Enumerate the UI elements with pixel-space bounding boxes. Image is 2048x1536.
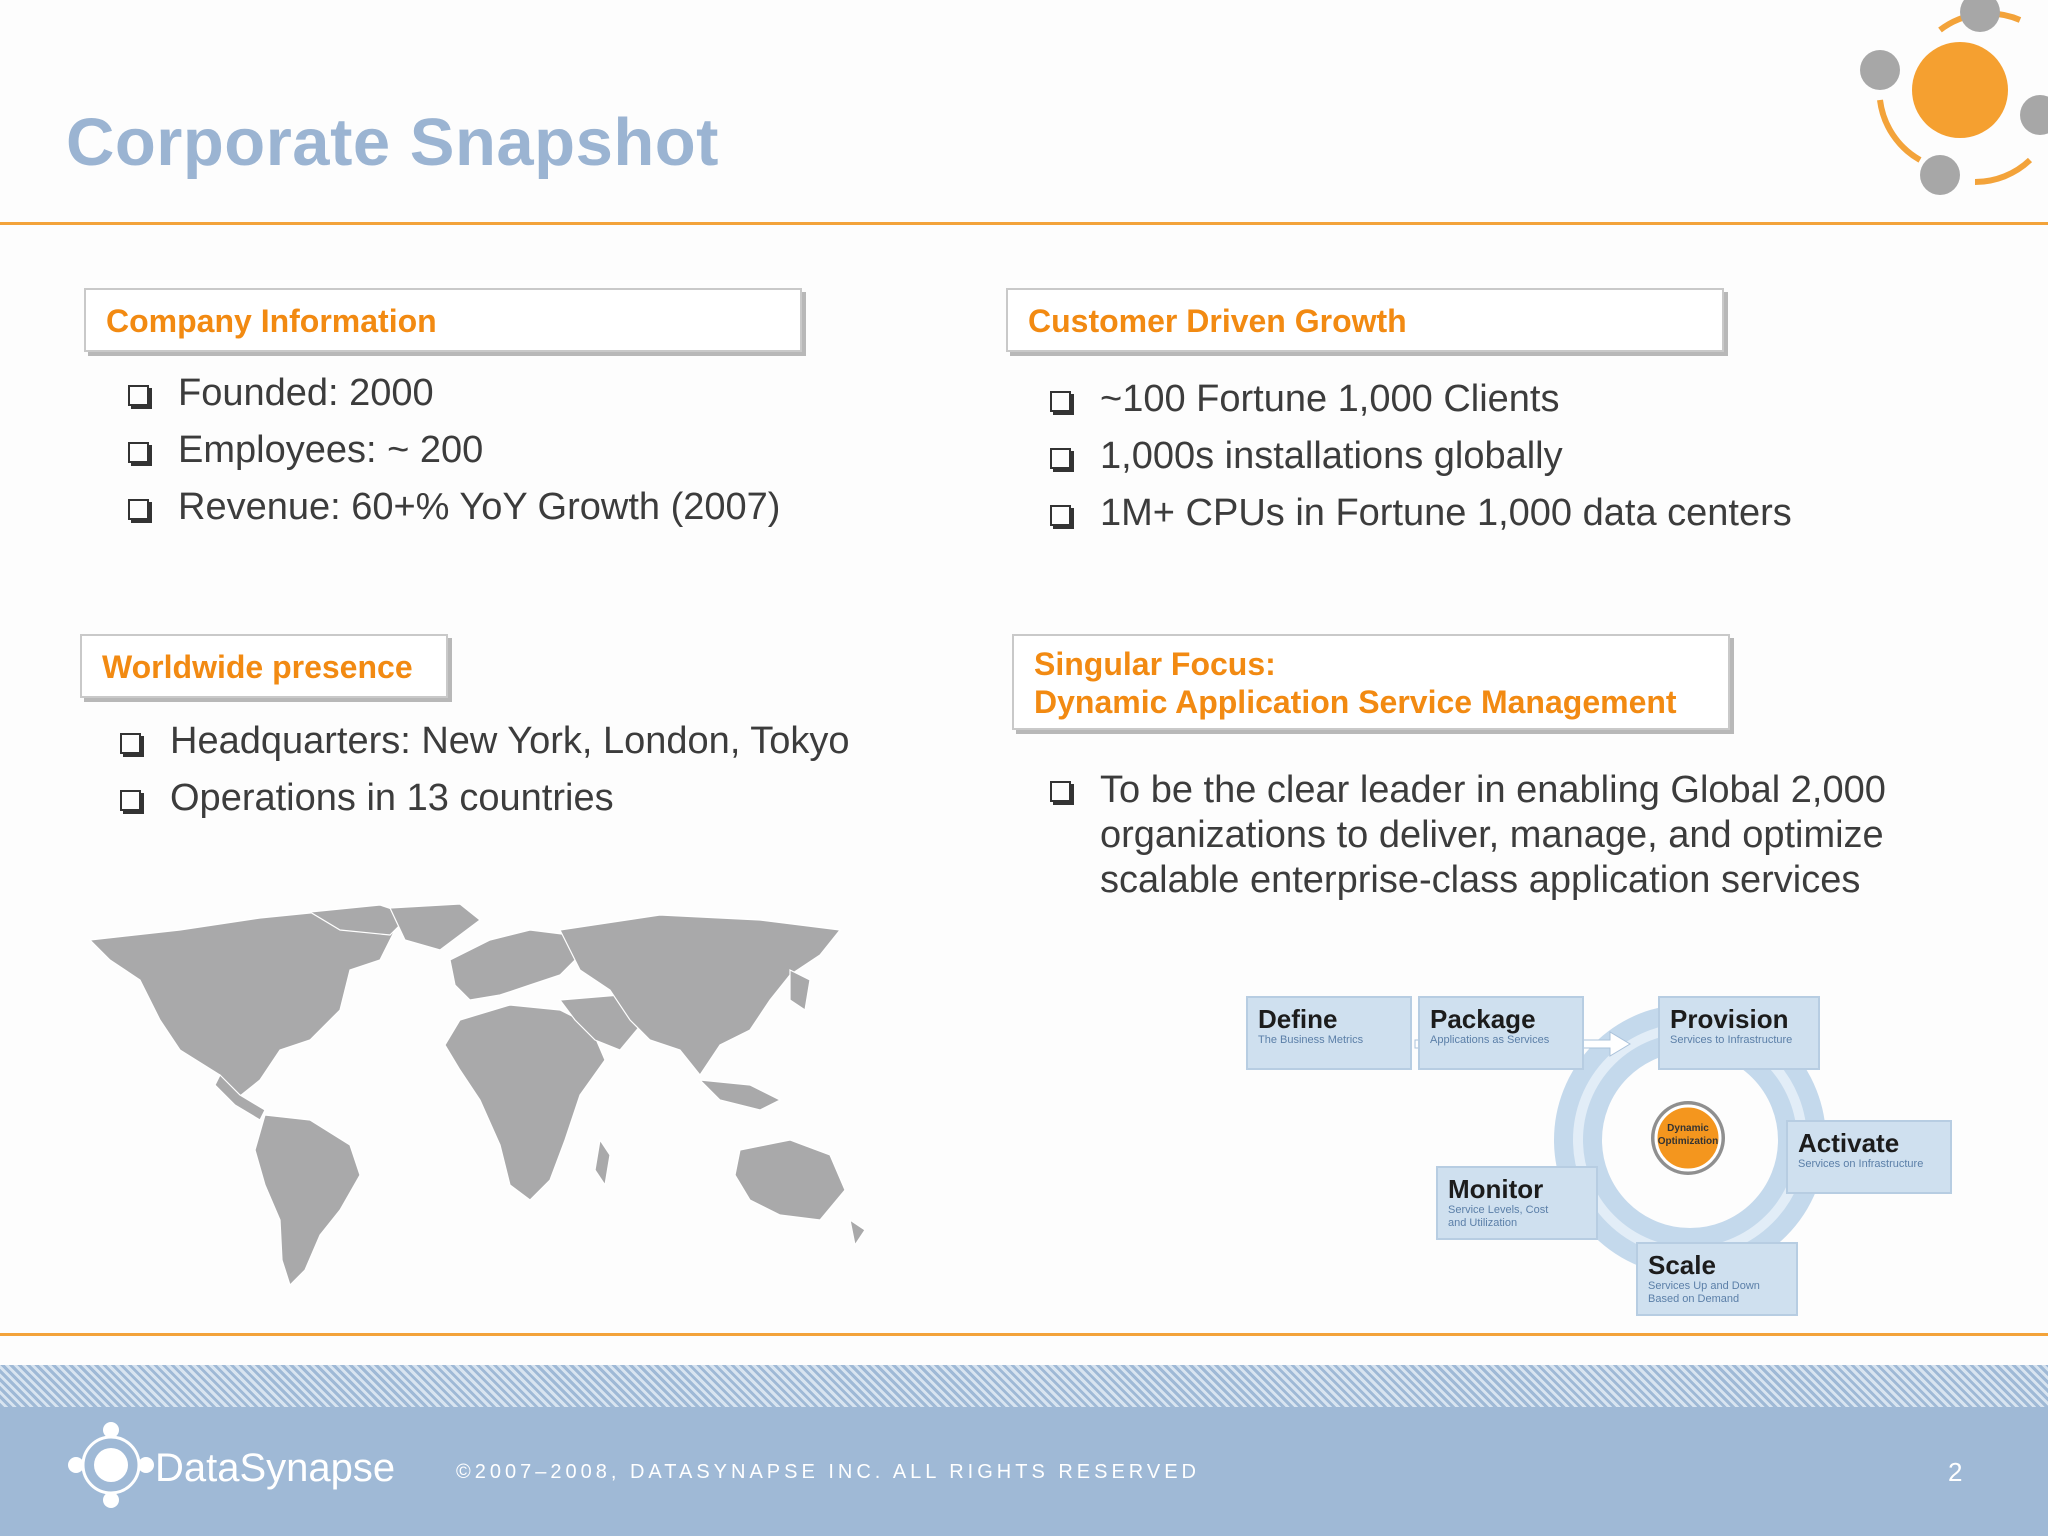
- list-item: Headquarters: New York, London, Tokyo: [120, 713, 850, 770]
- customer-growth-heading: Customer Driven Growth: [1006, 288, 1724, 352]
- world-map: [60, 900, 940, 1290]
- company-information-list: [128, 365, 780, 536]
- step-scale: Scale Services Up and Down Based on Demand: [1636, 1242, 1798, 1316]
- page-title: Corporate Snapshot: [66, 105, 719, 180]
- singular-focus-text: To be the clear leader in enabling Global 2,000 organizations to deliver, manage, and optimize scalable enterprise-class application services: [1050, 768, 1930, 903]
- list-item: Revenue: 60+% YoY Growth (2007): [128, 479, 780, 536]
- list-item: 1M+ CPUs in Fortune 1,000 data centers: [1050, 485, 1792, 542]
- center-label-line1: Dynamic: [1667, 1123, 1709, 1134]
- checkbox-bullet-icon: [1050, 391, 1071, 412]
- step-monitor: Monitor Service Levels, Cost and Utilization: [1436, 1166, 1598, 1240]
- step-define: Define The Business Metrics: [1246, 996, 1412, 1070]
- list-item: Employees: ~ 200: [128, 422, 780, 479]
- center-label-line2: Optimization: [1657, 1136, 1719, 1147]
- list-item: Founded: 2000: [128, 365, 780, 422]
- checkbox-bullet-icon: [1050, 505, 1071, 526]
- company-information-heading: Company Information: [84, 288, 802, 352]
- step-package: Package Applications as Services: [1418, 996, 1584, 1070]
- datasynapse-logo-icon: [66, 1420, 156, 1510]
- checkbox-bullet-icon: [1050, 781, 1071, 802]
- checkbox-bullet-icon: [120, 790, 141, 811]
- corner-logo-graphic: [1850, 0, 2048, 205]
- customer-growth-list: [1050, 371, 1792, 542]
- step-activate: Activate Services on Infrastructure: [1786, 1120, 1952, 1194]
- header-divider: [0, 222, 2048, 225]
- footer-logo-text: DataSynapse: [155, 1446, 396, 1490]
- checkbox-bullet-icon: [128, 442, 149, 463]
- list-item: Operations in 13 countries: [120, 770, 850, 827]
- worldwide-presence-heading: Worldwide presence: [80, 634, 448, 698]
- singular-focus-heading-line2: Dynamic Application Service Management: [1034, 684, 1677, 720]
- checkbox-bullet-icon: [128, 385, 149, 406]
- singular-focus-heading: [1012, 634, 1730, 730]
- footer-divider: [0, 1333, 2048, 1336]
- list-item: 1,000s installations globally: [1050, 428, 1792, 485]
- checkbox-bullet-icon: [128, 499, 149, 520]
- list-item: ~100 Fortune 1,000 Clients: [1050, 371, 1792, 428]
- service-cycle-diagram: [1240, 990, 1960, 1320]
- footer-hatch-pattern: [0, 1365, 2048, 1407]
- worldwide-presence-list: [120, 713, 850, 827]
- copyright-text: ©2007–2008, DATASYNAPSE INC. ALL RIGHTS RESERVED: [456, 1461, 1201, 1483]
- step-provision: Provision Services to Infrastructure: [1658, 996, 1820, 1070]
- page-number: 2: [1948, 1457, 1963, 1487]
- checkbox-bullet-icon: [1050, 448, 1071, 469]
- singular-focus-heading-line1: Singular Focus:: [1034, 646, 1276, 682]
- checkbox-bullet-icon: [120, 733, 141, 754]
